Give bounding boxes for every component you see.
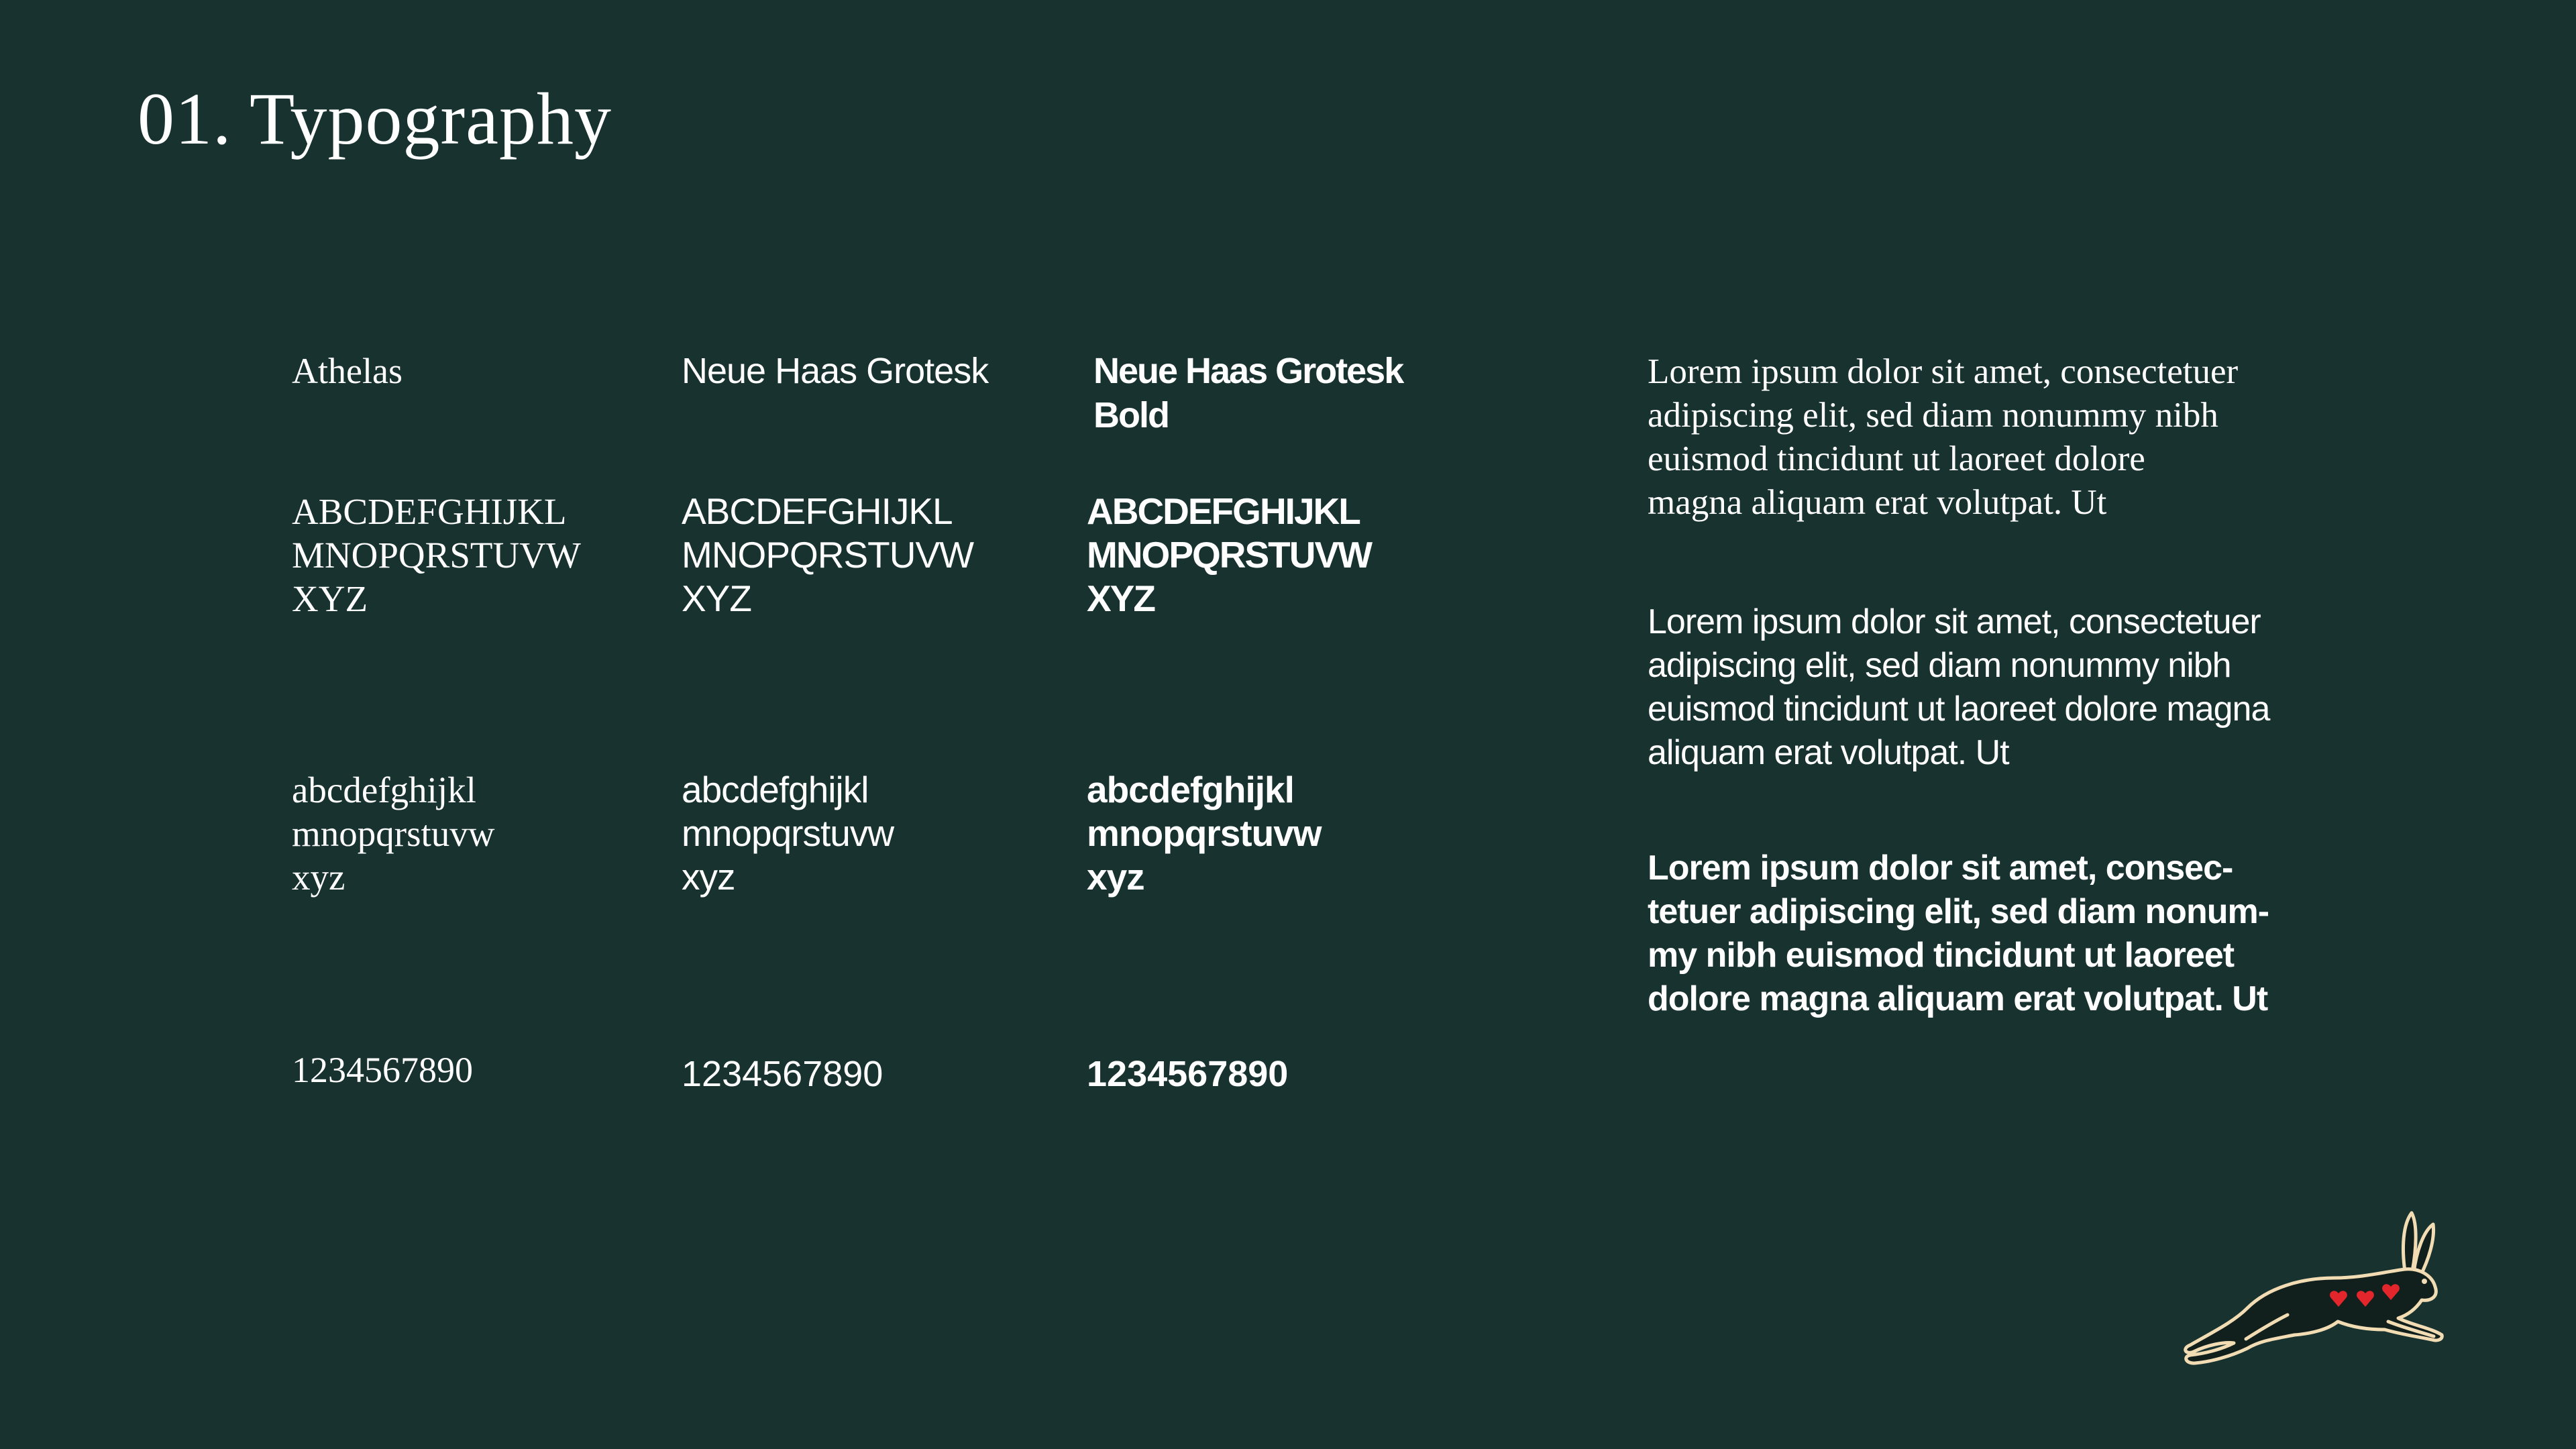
sans-sample-paragraph: Lorem ipsum dolor sit amet, consectetuer adipiscing elit, sed diam nonummy nibh euismod tincidunt ut laoreet dolore magna aliquam erat volutpat. Ut — [1648, 602, 2270, 772]
athelas-uppercase-specimen: ABCDEFGHIJKL MNOPQRSTUVW XYZ — [292, 491, 581, 619]
athelas-lowercase-specimen: abcdefghijkl mnopqrstuvw xyz — [292, 769, 495, 898]
font-name-neue-haas-grotesk-bold: Neue Haas Grotesk Bold — [1093, 351, 1403, 435]
page-title: 01. Typography — [138, 78, 612, 160]
bold-sample-paragraph: Lorem ipsum dolor sit amet, consec- tetuer adipiscing elit, sed diam nonum- my nibh euismod tincidunt ut laoreet dolore magna aliquam erat volutpat. Ut — [1648, 849, 2269, 1018]
font-name-neue-haas-grotesk: Neue Haas Grotesk — [682, 351, 989, 391]
grotesk-bold-lowercase-specimen: abcdefghijkl mnopqrstuvw xyz — [1087, 769, 1322, 898]
grotesk-bold-numerals-specimen: 1234567890 — [1087, 1054, 1289, 1094]
grotesk-numerals-specimen: 1234567890 — [682, 1054, 883, 1094]
grotesk-lowercase-specimen: abcdefghijkl mnopqrstuvw xyz — [682, 769, 894, 898]
grotesk-bold-uppercase-specimen: ABCDEFGHIJKL MNOPQRSTUVW XYZ — [1087, 490, 1372, 619]
font-name-athelas: Athelas — [292, 351, 402, 391]
athelas-numerals-specimen: 1234567890 — [292, 1050, 473, 1090]
serif-sample-paragraph: Lorem ipsum dolor sit amet, consectetuer adipiscing elit, sed diam nonummy nibh euismod tincidunt ut laoreet dolore magna aliquam erat volutpat. Ut — [1648, 352, 2239, 522]
grotesk-uppercase-specimen: ABCDEFGHIJKL MNOPQRSTUVW XYZ — [682, 490, 974, 619]
leaping-hare-icon — [2167, 1208, 2449, 1368]
